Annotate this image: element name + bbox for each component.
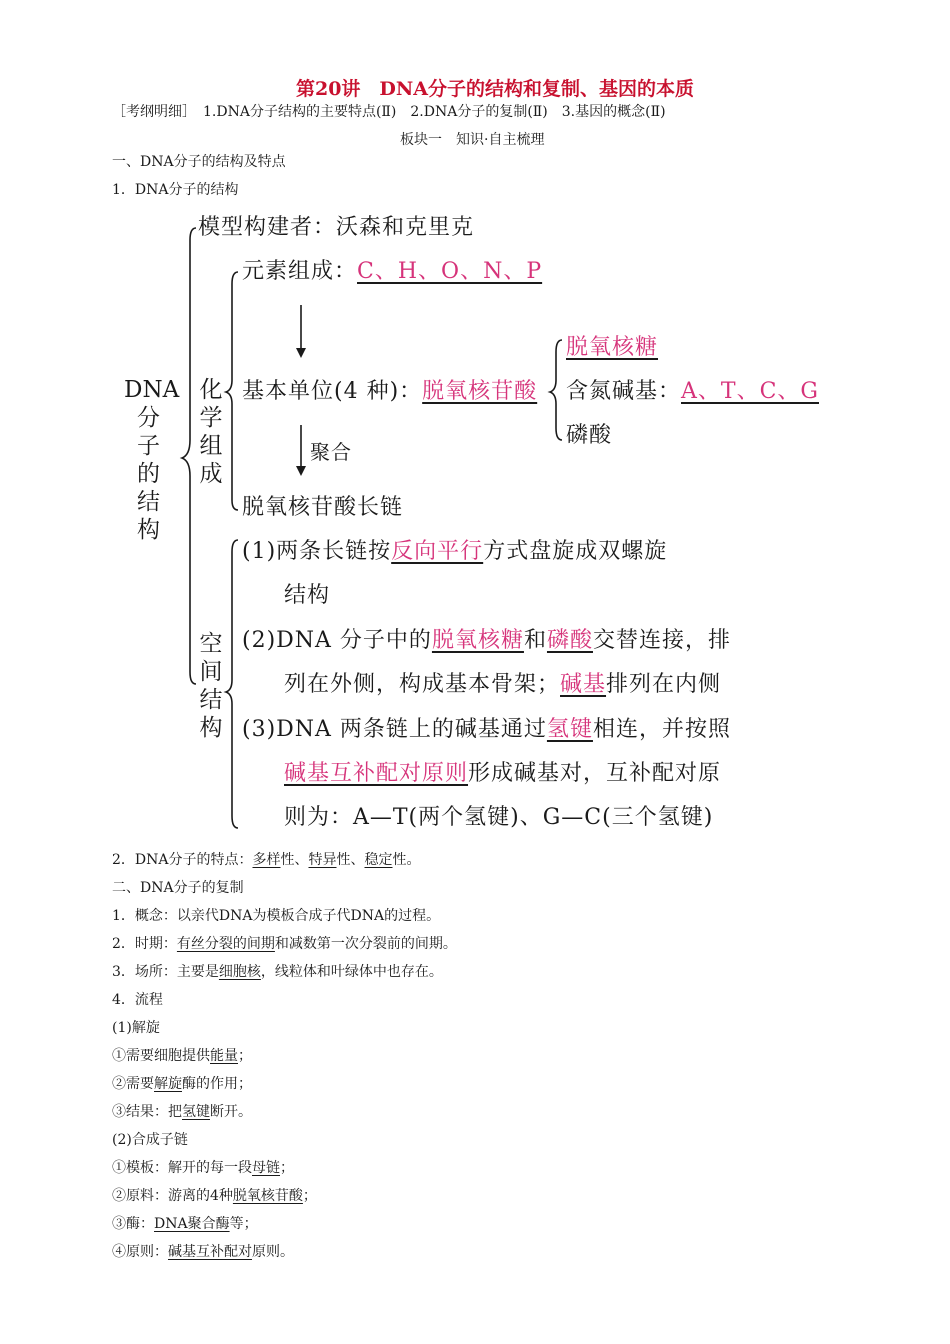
s2-highlight-sugar: 脱氧核糖 <box>431 628 524 653</box>
space-item-1 <box>242 538 667 566</box>
synthesis-3 <box>112 1214 258 1234</box>
r8-c: 断开。 <box>210 1104 252 1120</box>
space-item-3-cont <box>284 760 721 788</box>
diagram-root-label <box>124 376 182 544</box>
replication-concept: 1．概念：以亲代DNA为模板合成子代DNA的过程。 <box>112 908 441 924</box>
space-item-1-cont: 结构 <box>284 583 331 608</box>
p2-f: 稳定 <box>364 852 393 868</box>
heading-1-1: 1．DNA分子的结构 <box>112 182 239 198</box>
space-item-2-cont <box>284 671 721 699</box>
base-value: A、T、C、G <box>681 379 819 404</box>
synthesis-heading: (2)合成子链 <box>112 1132 188 1148</box>
dna-features <box>112 850 421 870</box>
r2-b: 有丝分裂的间期 <box>176 936 275 952</box>
process-heading: 4．流程 <box>112 992 163 1008</box>
s2-highlight-phosphate: 磷酸 <box>546 628 593 653</box>
p2-g: 性。 <box>392 852 421 868</box>
heading-1: 一、DNA分子的结构及特点 <box>112 154 286 170</box>
unwinding-heading: (1)解旋 <box>112 1020 160 1036</box>
unwinding-2 <box>112 1074 252 1094</box>
base-line <box>566 378 819 406</box>
r13-b: 碱基互补配对 <box>168 1244 252 1260</box>
polymerize-label: 聚合 <box>310 440 352 464</box>
unwinding-3 <box>112 1102 252 1122</box>
unit-value: 脱氧核苷酸 <box>422 379 538 404</box>
diagram-root-dna: DNA <box>124 377 180 403</box>
elements-line <box>242 258 542 286</box>
s1-text-a: (1)两条长链按 <box>242 539 392 564</box>
synthesis-2 <box>112 1186 317 1206</box>
elements-value: C、H、O、N、P <box>357 259 543 284</box>
p2-c: 性、 <box>280 852 309 868</box>
r6-a: ①需要细胞提供 <box>112 1048 210 1064</box>
s2-text-a: (2)DNA 分子中的 <box>242 628 432 653</box>
s1-text-c: 方式盘旋成双螺旋 <box>483 539 668 564</box>
r2-c: 和减数第一次分裂前的间期。 <box>274 936 457 952</box>
r6-c: ； <box>238 1048 252 1064</box>
r7-b: 解旋 <box>154 1076 182 1092</box>
s2-text-h: 排列在内侧 <box>606 672 722 697</box>
space-label: 空间结构 <box>199 631 223 741</box>
r8-a: ③结果：把 <box>112 1104 182 1120</box>
r3-a: 3．场所：主要是 <box>112 964 219 980</box>
space-item-3 <box>242 716 731 744</box>
s2-text-e: 交替连接，排 <box>592 628 731 653</box>
section-header: 板块一 知识·自主梳理 <box>400 132 545 148</box>
s3-text-a: (3)DNA 两条链上的碱基通过 <box>242 717 547 742</box>
synthesis-4 <box>112 1242 294 1262</box>
sugar-value: 脱氧核糖 <box>566 335 659 360</box>
r10-a: ①模板：解开的每一段 <box>112 1160 252 1176</box>
unit-label: 基本单位(4 种)： <box>242 379 423 404</box>
r3-c: ，线粒体和叶绿体中也存在。 <box>260 964 443 980</box>
r12-b: DNA聚合酶 <box>154 1216 230 1232</box>
space-item-3-cont2: 则为：A—T(两个氢键)、G—C(三个氢键) <box>284 805 714 830</box>
modeler-line: 模型构建者：沃森和克里克 <box>198 215 475 240</box>
s3-text-e: 形成碱基对，互补配对原 <box>468 761 722 786</box>
r7-c: 酶的作用； <box>182 1076 252 1092</box>
r8-b: 氢键 <box>182 1104 210 1120</box>
s1-highlight: 反向平行 <box>391 539 484 564</box>
chem-label: 化学组成 <box>199 377 223 487</box>
r11-b: 脱氧核苷酸 <box>232 1188 303 1204</box>
chain-line: 脱氧核苷酸长链 <box>242 495 404 520</box>
r12-a: ③酶： <box>112 1216 154 1232</box>
s3-highlight-rule: 碱基互补配对原则 <box>284 761 469 786</box>
replication-period <box>112 934 457 954</box>
s3-text-c: 相连，并按照 <box>592 717 731 742</box>
r11-c: ； <box>302 1188 317 1204</box>
r2-a: 2．时期： <box>112 936 177 952</box>
r3-b: 细胞核 <box>218 964 261 980</box>
heading-2: 二、DNA分子的复制 <box>112 880 244 896</box>
r12-c: 等； <box>229 1216 258 1232</box>
r10-b: 母链 <box>252 1160 280 1176</box>
r11-a: ②原料：游离的4种 <box>112 1188 233 1204</box>
p2-d: 特异 <box>308 852 337 868</box>
space-item-2 <box>242 627 731 655</box>
p2-a: 2．DNA分子的特点： <box>112 852 253 868</box>
synthesis-1 <box>112 1158 294 1178</box>
page-title: 第20讲 DNA分子的结构和复制、基因的本质 <box>295 78 695 100</box>
p2-b: 多样 <box>252 852 281 868</box>
r6-b: 能量 <box>210 1048 238 1064</box>
replication-site <box>112 962 443 982</box>
diagram-root-rest: 分子的结构 <box>137 405 160 543</box>
s3-highlight-bond: 氢键 <box>546 717 593 742</box>
s2-highlight-base: 碱基 <box>560 672 607 697</box>
r13-a: ④原则： <box>112 1244 168 1260</box>
syllabus-line: ［考纲明细］ 1.DNA分子结构的主要特点(Ⅱ) 2.DNA分子的复制(Ⅱ) 3.基因的概念(Ⅱ) <box>112 104 666 120</box>
unit-line <box>242 378 537 406</box>
r13-c: 原则。 <box>252 1244 294 1260</box>
s2-text-f: 列在外侧，构成基本骨架； <box>284 672 561 697</box>
p2-e: 性、 <box>336 852 365 868</box>
phosphate-line: 磷酸 <box>566 423 613 448</box>
r7-a: ②需要 <box>112 1076 154 1092</box>
elements-label: 元素组成： <box>242 259 358 284</box>
unwinding-1 <box>112 1046 252 1066</box>
r10-c: ； <box>280 1160 294 1176</box>
s2-text-c: 和 <box>523 628 547 653</box>
sugar-line <box>566 334 658 362</box>
base-label: 含氮碱基： <box>566 379 682 404</box>
